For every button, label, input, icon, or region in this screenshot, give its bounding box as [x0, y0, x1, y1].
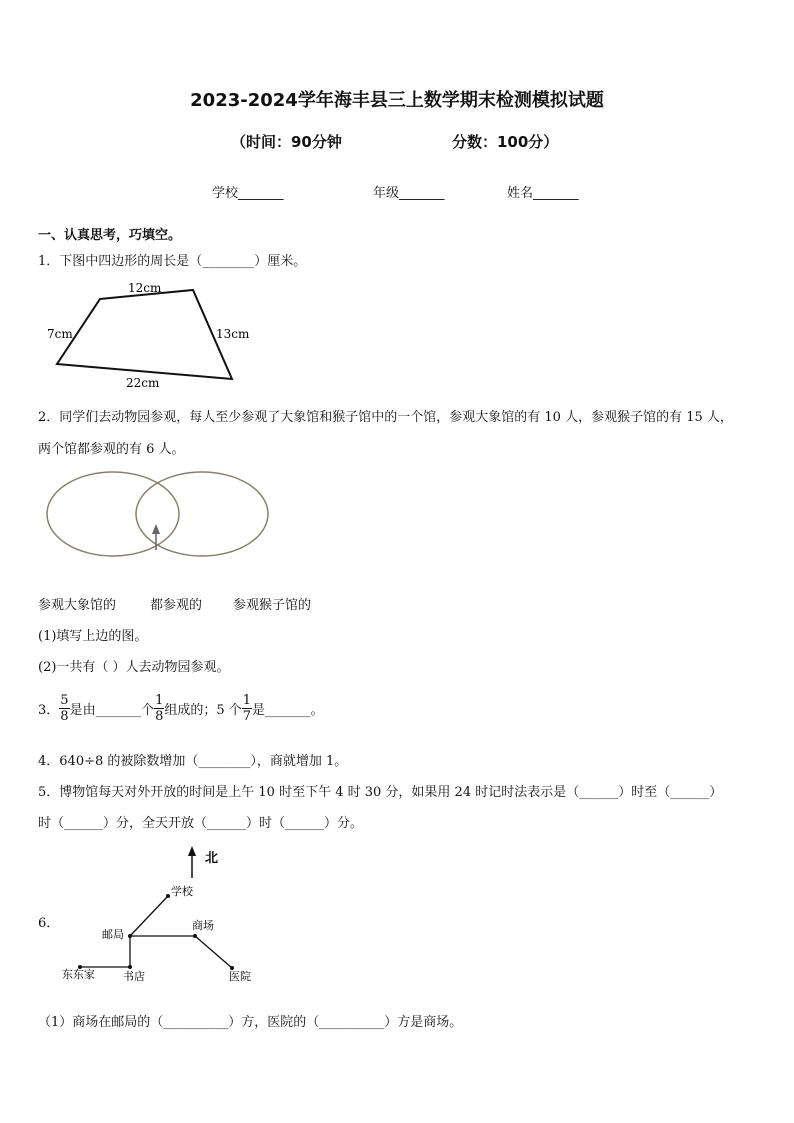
map-path-post-school — [130, 896, 168, 936]
mall-label: 商场 — [192, 919, 214, 932]
home-label: 东东家 — [62, 968, 95, 981]
mall-point — [193, 934, 197, 938]
name-field: 姓名_______ — [507, 186, 579, 201]
school-field: 学校_______ — [212, 186, 284, 201]
fraction-denominator: 7 — [242, 708, 252, 724]
question-3-text-1: 是由_______个 — [69, 702, 155, 718]
grade-field: 年级_______ — [373, 186, 445, 201]
question-2-sub-1: (1)填写上边的图。 — [38, 629, 148, 644]
fraction-1-8 — [154, 693, 164, 724]
post-office-point — [128, 934, 132, 938]
fraction-5-8 — [59, 693, 69, 724]
question-3-text-3: 是_______。 — [252, 702, 324, 718]
exam-score: 分数：100分） — [452, 133, 559, 151]
exam-time: （时间：90分钟 — [231, 133, 342, 151]
north-label: 北 — [205, 851, 219, 866]
fraction-numerator: 1 — [155, 692, 164, 708]
question-3 — [38, 690, 324, 726]
section-heading: 一、认真思考，巧填空。 — [38, 228, 182, 243]
venn-label-right: 参观猴子馆的 — [233, 598, 312, 613]
page-title: 2023-2024学年海丰县三上数学期末检测模拟试题 — [190, 90, 604, 111]
question-2-sub-2: (2)一共有（ ）人去动物园参观。 — [38, 660, 230, 675]
question-1: 1．下图中四边形的周长是（________）厘米。 — [38, 254, 307, 269]
north-arrow-head — [188, 846, 196, 856]
question-2-line-2: 两个馆都参观的有 6 人。 — [38, 442, 185, 457]
post-office-label: 邮局 — [102, 928, 124, 941]
direction-map — [50, 840, 270, 990]
question-2-line-1: 2．同学们去动物园参观，每人至少参观了大象馆和猴子馆中的一个馆，参观大象馆的有 10 人，参观猴子馆的有 15 人， — [38, 410, 733, 425]
map-path-mall-hospital — [195, 936, 232, 968]
fraction-numerator: 5 — [60, 692, 69, 708]
side-bottom-label: 22cm — [126, 376, 160, 390]
quadrilateral-figure — [38, 276, 258, 392]
bookstore-point — [128, 965, 132, 969]
fraction-1-7 — [242, 693, 252, 724]
side-top-label: 12cm — [128, 281, 162, 295]
venn-left-ellipse — [47, 472, 179, 556]
quadrilateral-shape — [57, 290, 232, 379]
side-left-label: 7cm — [47, 327, 73, 341]
question-4: 4．640÷8 的被除数增加（________），商就增加 1。 — [38, 754, 348, 769]
question-5-line-1: 5．博物馆每天对外开放的时间是上午 10 时至下午 4 时 30 分，如果用 24 时记时法表示是（______）时至（______） — [38, 785, 723, 800]
question-6-number: 6． — [38, 916, 60, 931]
question-6-sub-1: （1）商场在邮局的（__________）方，医院的（__________）方是商场。 — [38, 1015, 463, 1030]
fraction-denominator: 8 — [60, 708, 69, 724]
venn-diagram — [38, 466, 278, 578]
venn-label-middle: 都参观的 — [150, 598, 203, 613]
question-3-text-2: 组成的；5 个 — [164, 702, 242, 718]
venn-label-left: 参观大象馆的 — [38, 598, 117, 613]
venn-arrow-head — [152, 524, 160, 534]
school-label: 学校 — [171, 885, 193, 898]
question-5-line-2: 时（______）分，全天开放（______）时（______）分。 — [38, 816, 364, 831]
side-right-label: 13cm — [216, 327, 250, 341]
school-point — [166, 894, 170, 898]
hospital-label: 医院 — [229, 970, 251, 983]
fraction-denominator: 8 — [155, 708, 164, 724]
bookstore-label: 书店 — [123, 970, 145, 983]
question-3-number: 3． — [38, 702, 60, 718]
fraction-numerator: 1 — [242, 692, 252, 708]
